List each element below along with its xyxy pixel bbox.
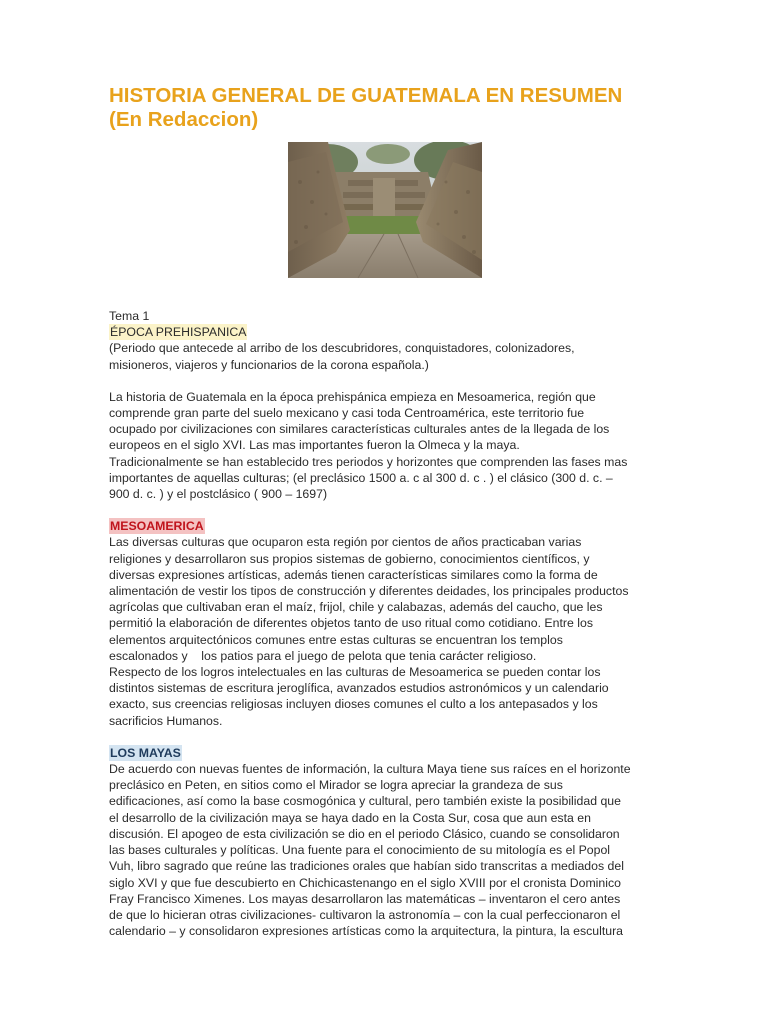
document-title (109, 84, 657, 132)
mayas-heading-line (109, 745, 657, 761)
mesoamerica-line: elementos arquitectónicos comunes entre estas culturas se encuentran los templos (109, 632, 563, 647)
mesoamerica-heading-line (109, 518, 657, 534)
mayas-line: calendario – y consolidaron expresiones artísticas como la arquitectura, la pintura, la escultura (109, 924, 624, 939)
title-line-2: (En Redaccion) (109, 108, 259, 131)
ruins-photo (288, 142, 482, 278)
mayas-line: Fray Francisco Ximenes. Los mayas desarrollaron las matemáticas – inventaron el cero antes (109, 891, 621, 906)
intro-line: importantes de aquellas culturas; (el preclásico 1500 a. c al 300 d. c . ) el clásico (300 d. c. – (109, 470, 613, 485)
epoca-desc-line: (Periodo que antecede al arribo de los descubridores, conquistadores, colonizadores, (109, 341, 575, 356)
intro-line: ocupado por civilizaciones con similares características culturales antes de la llegada de los (109, 422, 610, 437)
mayas-line: De acuerdo con nuevas fuentes de información, la cultura Maya tiene sus raíces en el horizonte (109, 762, 631, 777)
epoca-heading-line (109, 324, 657, 340)
mayas-line: edificaciones, así como la base cosmogónica y cultural, pero también existe la posibilidad que (109, 794, 621, 809)
mesoamerica-line: diversas expresiones artísticas, además tienen características similares como la forma de (109, 567, 598, 582)
mesoamerica-line: religiones y desarrollaron sus propios sistemas de gobierno, conocimientos científicos, y (109, 551, 590, 566)
intro-line: europeos en el siglo XVI. Las mas importantes fueron la Olmeca y la maya. (109, 438, 520, 453)
mesoamerica-line: distintos sistemas de escritura jeroglífica, avanzados estudios astronómicos y un calendario (109, 681, 609, 696)
mesoamerica-line: Las diversas culturas que ocuparon esta región por cientos de años practicaban varias (109, 535, 582, 550)
mesoamerica-line: exacto, sus creencias religiosas incluyen dioses comunes el culto a los antepasados y los (109, 697, 598, 712)
epoca-desc-line: misioneros, viajeros y funcionarios de la corona española.) (109, 357, 429, 372)
mesoamerica-line: agrícolas que cultivaban eran el maíz, frijol, chile y calabazas, además del caucho, que les (109, 600, 603, 615)
mayas-line: preclásico en Peten, en sitios como el Mirador se logra apreciar la grandeza de sus (109, 778, 563, 793)
intro-line: 900 d. c. ) y el postclásico ( 900 – 1697) (109, 487, 328, 502)
mayas-line: discusión. El apogeo de esta civilización se dio en el periodo Clásico, cuando se consolidaron (109, 826, 620, 841)
mayas-line: siglo XVI y que fue descubierto en Chichicastenango en el siglo XVIII por el cronista Dominico (109, 875, 621, 890)
intro-line: La historia de Guatemala en la época prehispánica empieza en Mesoamerica, región que (109, 389, 596, 404)
intro-line: Tradicionalmente se han establecido tres periodos y horizontes que comprenden las fases mas (109, 454, 628, 469)
mayas-heading: LOS MAYAS (110, 745, 181, 760)
mesoamerica-line: Respecto de los logros intelectuales en las culturas de Mesoamerica se pueden contar los (109, 665, 601, 680)
tema-label: Tema 1 (109, 309, 150, 323)
mesoamerica-line: escalonados y los patios para el juego de pelota que tenia carácter religioso. (109, 648, 537, 663)
mayas-line: de que lo hicieran otras civilizaciones- cultivaron la astronomía – con la cual perfeccionaron el (109, 907, 621, 922)
mesoamerica-line: sacrificios Humanos. (109, 713, 223, 728)
title-line-1: HISTORIA GENERAL DE GUATEMALA EN RESUMEN (109, 84, 623, 107)
mayas-line: Vuh, libro sagrado que reúne las tradiciones orales que habían sido transcritas a mediados del (109, 859, 624, 874)
document-page (109, 84, 657, 939)
mesoamerica-heading: MESOAMERICA (110, 519, 204, 534)
mayas-line: el desarrollo de la civilización maya se haya dado en la Costa Sur, cosa que aun esta en (109, 810, 591, 825)
epoca-heading: ÉPOCA PREHISPANICA (110, 325, 247, 340)
mesoamerica-line: permitió la elaboración de diferentes objetos tanto de uso ritual como cotidiano. Entre los (109, 616, 593, 631)
mayas-line: las bases culturales y políticas. Una fuente para el conocimiento de su mitología es el Popol (109, 843, 611, 858)
intro-line: comprende gran parte del suelo mexicano y casi toda Centroamérica, este territorio fue (109, 406, 585, 421)
tema-section (109, 308, 657, 939)
mesoamerica-line: alimentación de vestir los tipos de construcción y diferentes deidades, los principales productos (109, 584, 629, 599)
